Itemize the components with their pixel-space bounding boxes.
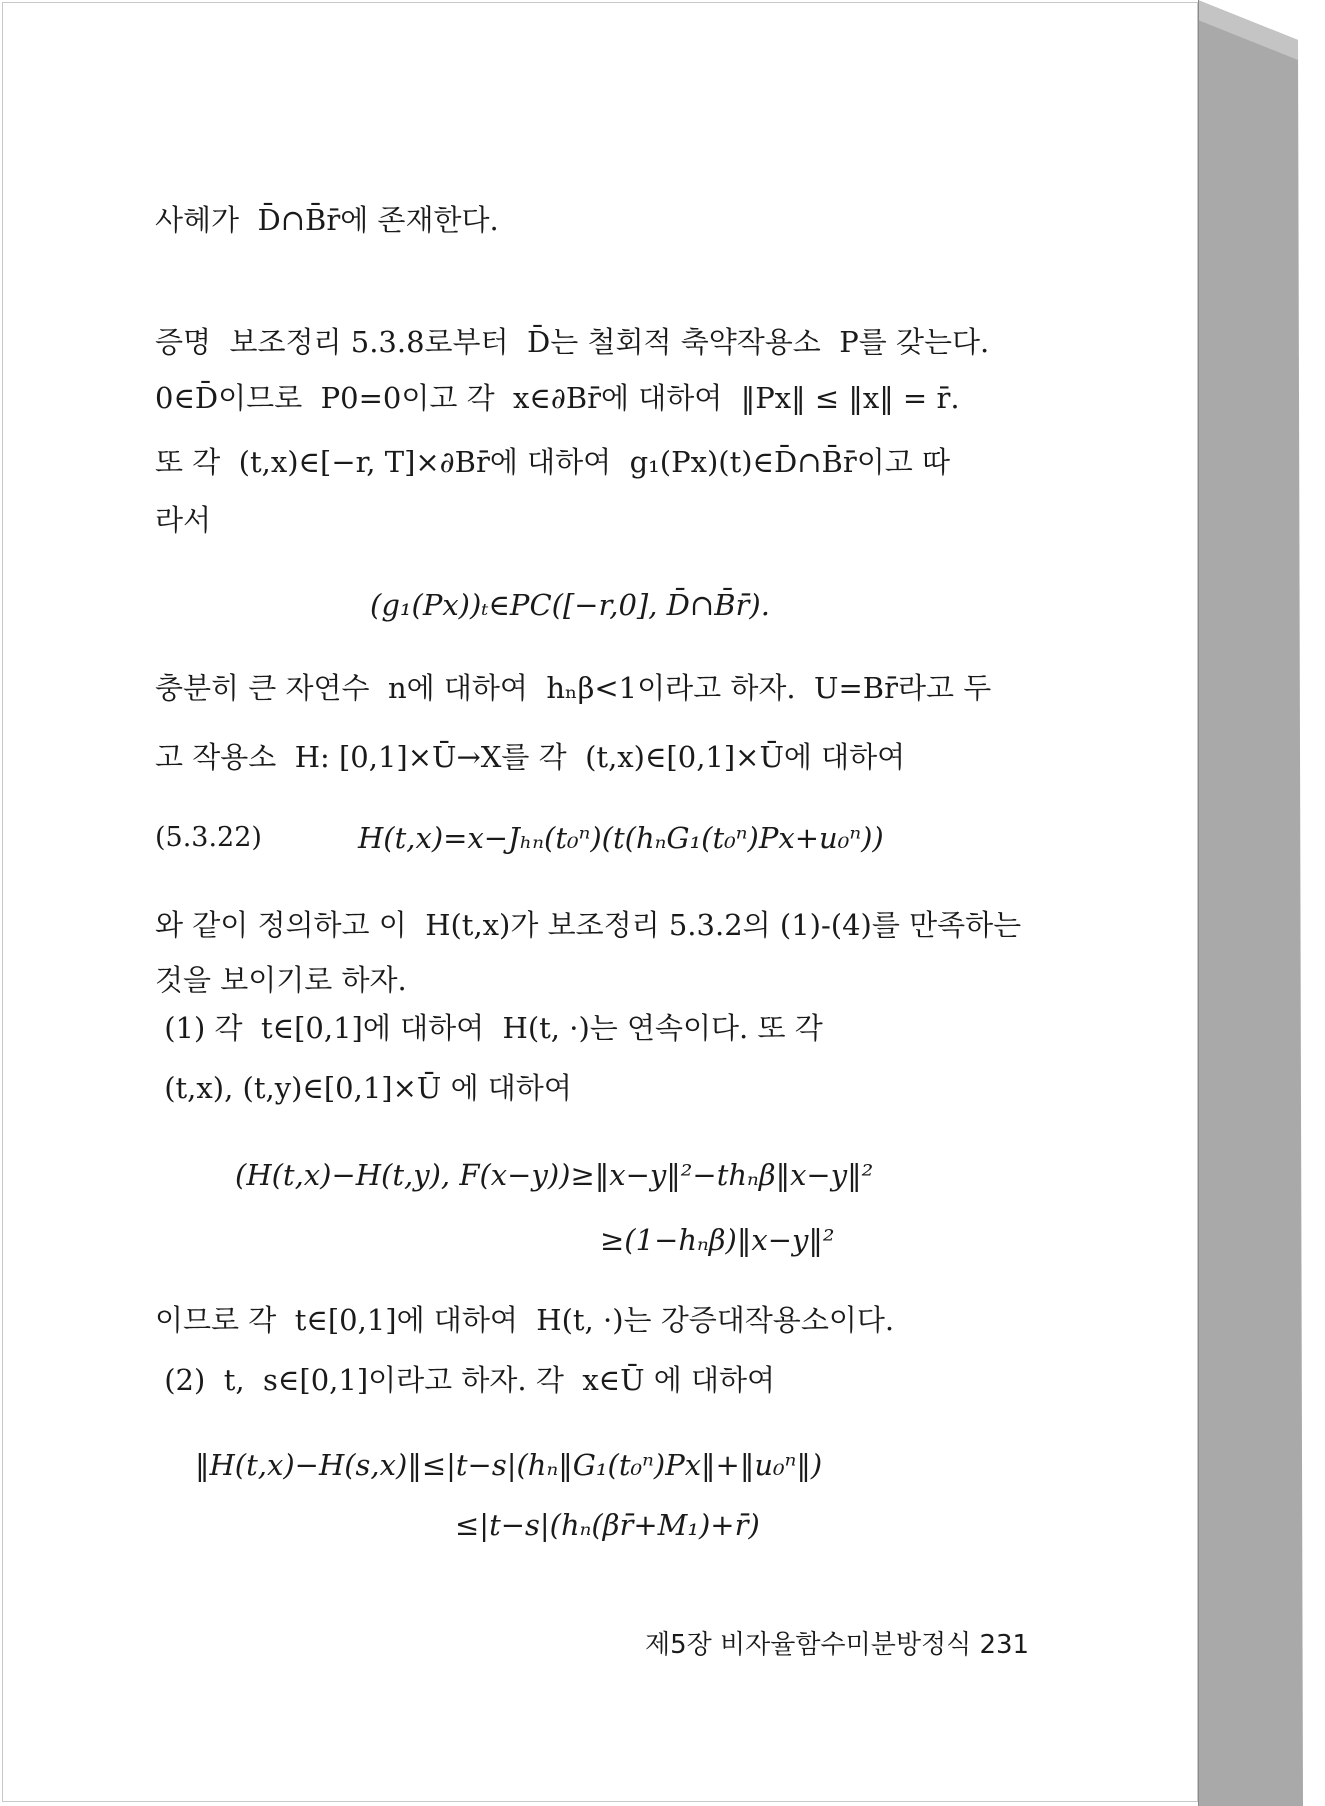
text-line-5: 라서 [155,503,212,537]
equation-1: (g₁(Px))ₜ∈PC([−r,0], D̄∩B̄r̄). [370,588,770,622]
text-line-9: 것을 보이기로 하자. [155,963,407,997]
text-line-6: 충분히 큰 자연수 n에 대하여 hₙβ<1이라고 하자. U=Br̄라고 두 [155,671,992,705]
equation-2: H(t,x)=x−Jₕₙ(t₀ⁿ)(t(hₙG₁(t₀ⁿ)Px+u₀ⁿ)) [358,821,884,855]
text-line-2: 증명 보조정리 5.3.8로부터 D̄는 철회적 축약작용소 P를 갖는다. [155,325,990,359]
text-line-13: (2) t, s∈[0,1]이라고 하자. 각 x∈Ū 에 대하여 [155,1363,776,1397]
equation-4: ≥(1−hₙβ)‖x−y‖² [600,1223,835,1257]
page-footer: 제5장 비자율함수미분방정식 231 [645,1630,1030,1660]
text-line-10: (1) 각 t∈[0,1]에 대하여 H(t, ·)는 연속이다. 또 각 [155,1011,823,1045]
equation-6: ≤|t−s|(hₙ(βr̄+M₁)+r̄) [455,1508,760,1542]
text-line-1: 사헤가 D̄∩B̄r̄에 존재한다. [155,203,499,237]
text-line-12: 이므로 각 t∈[0,1]에 대하여 H(t, ·)는 강증대작용소이다. [155,1303,895,1337]
text-line-4: 또 각 (t,x)∈[−r, T]×∂Br̄에 대하여 g₁(Px)(t)∈D̄∩B̄r̄이고 따 [155,445,950,479]
text-line-3: 0∈D̄이므로 P0=0이고 각 x∈∂Br̄에 대하여 ‖Px‖ ≤ ‖x‖ = r̄. [155,381,960,415]
text-line-8: 와 같이 정의하고 이 H(t,x)가 보조정리 5.3.2의 (1)-(4)를 만족하는 [155,908,1022,942]
text-line-11: (t,x), (t,y)∈[0,1]×Ū 에 대하여 [155,1071,572,1105]
equation-number: (5.3.22) [155,822,262,853]
text-line-7: 고 작용소 H: [0,1]×Ū→X를 각 (t,x)∈[0,1]×Ū에 대하여 [155,740,906,774]
equation-3: (H(t,x)−H(t,y), F(x−y))≥‖x−y‖²−thₙβ‖x−y‖² [235,1158,874,1192]
equation-5: ‖H(t,x)−H(s,x)‖≤|t−s|(hₙ‖G₁(t₀ⁿ)Px‖+‖u₀ⁿ‖) [195,1448,823,1482]
book-edge-shadow [1198,0,1308,1806]
